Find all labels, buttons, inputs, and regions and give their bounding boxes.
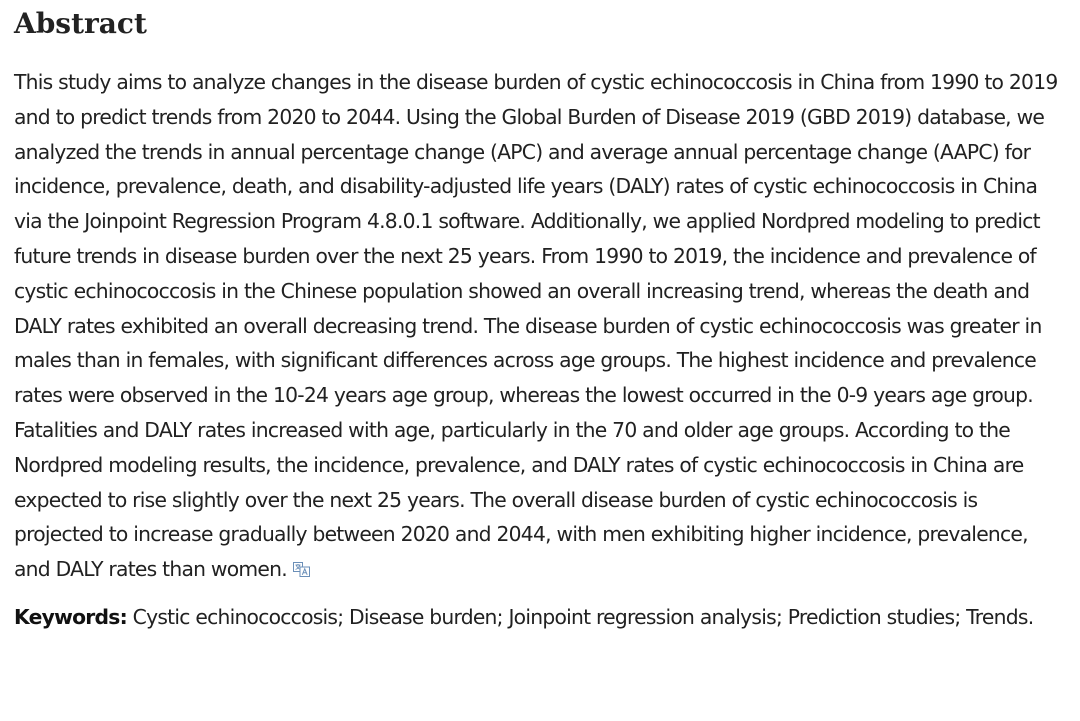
translate-icon[interactable] <box>293 553 310 568</box>
keywords <box>14 600 1066 635</box>
abstract-text: This study aims to analyze changes in the disease burden of cystic echinococcosis in China from 1990 to 2019 and to predict trends from 2020 to 2044. Using the Global Burden of Disease 2019 (GBD 2019) database, we analyzed the trends in annual percentage change (APC) and average annual percentage change (AAPC) for incidence, prevalence, death, and disability-adjusted life years (DALY) rates of cystic echinococcosis in China via the Joinpoint Regression Program 4.8.0.1 software. Additionally, we applied Nordpred modeling to predict future trends in disease burden over the next 25 years. From 1990 to 2019, the incidence and prevalence of cystic echinococcosis in the Chinese population showed an overall increasing trend, whereas the death and DALY rates exhibited an overall decreasing trend. The disease burden of cystic echinococcosis was greater in males than in females, with significant differences across age groups. The highest incidence and prevalence rates were observed in the 10-24 years age group, whereas the lowest occurred in the 0-9 years age group. Fatalities and DALY rates increased with age, particularly in the 70 and older age groups. According to the Nordpred modeling results, the incidence, prevalence, and DALY rates of cystic echinococcosis in China are expected to rise slightly over the next 25 years. The overall disease burden of cystic echinococcosis is projected to increase gradually between 2020 and 2044, with men exhibiting higher incidence, prevalence, and DALY rates than women. <box>14 70 1058 582</box>
abstract-paragraph <box>14 65 1066 587</box>
keywords-label: Keywords: <box>14 604 127 629</box>
keywords-text: Cystic echinococcosis; Disease burden; Joinpoint regression analysis; Prediction studies; Trends. <box>132 604 1034 629</box>
abstract-heading: Abstract <box>14 7 147 40</box>
